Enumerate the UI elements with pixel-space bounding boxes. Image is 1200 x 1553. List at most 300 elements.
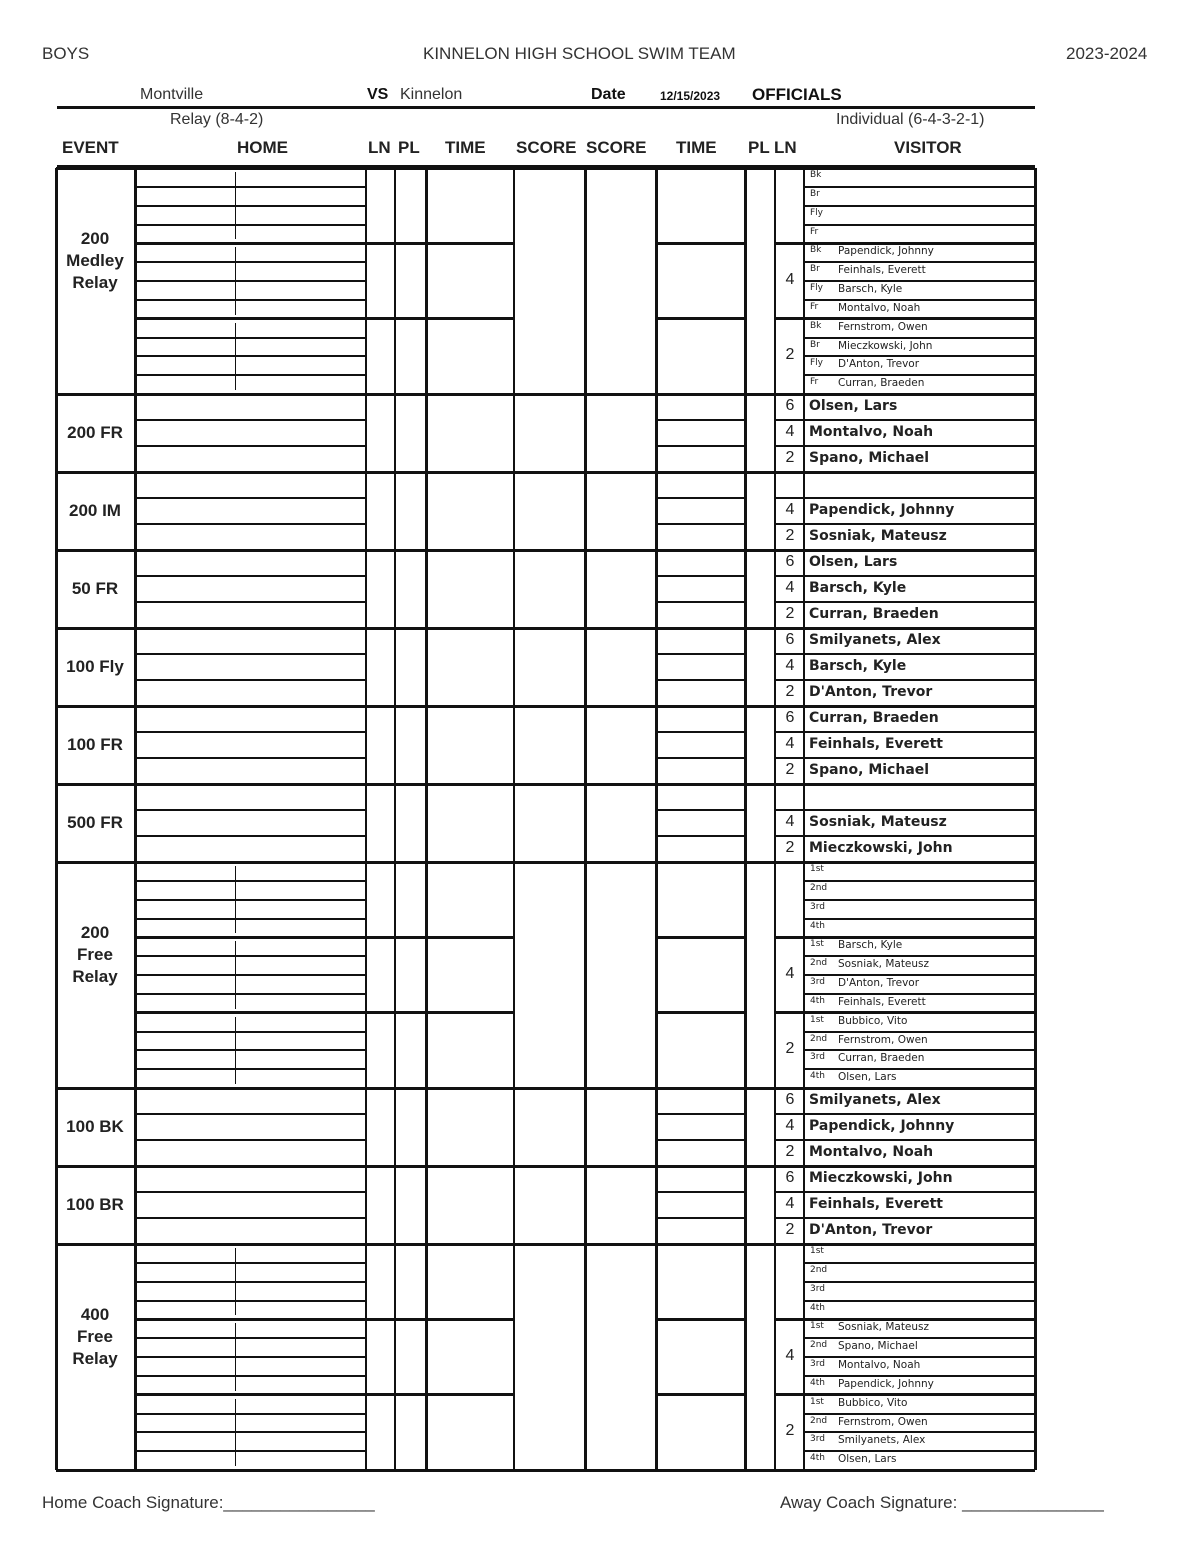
relay-swimmer-name: D'Anton, Trevor <box>838 977 920 989</box>
visitor-swimmer-name: D'Anton, Trevor <box>809 684 933 700</box>
home-subline <box>235 172 236 239</box>
relay-leg-line <box>135 261 366 263</box>
event-label-line: Free <box>77 1327 113 1346</box>
home-row-line <box>135 679 366 681</box>
visitor-row-line <box>775 809 1035 811</box>
time-row-line <box>656 419 745 421</box>
home-subline <box>235 1248 236 1315</box>
relay-leg-label: Fly <box>810 283 824 293</box>
visitor-row-line <box>775 835 1035 837</box>
visitor-swimmer-name: Papendick, Johnny <box>809 1118 955 1134</box>
relay-scoring: Relay (8-4-2) <box>170 111 264 128</box>
event-divider <box>56 783 1035 786</box>
relay-swimmer-name: Fernstrom, Owen <box>838 1415 928 1428</box>
visitor-row-line <box>775 1139 1035 1141</box>
event-label-line: Relay <box>72 1349 118 1368</box>
home-row-line <box>135 757 366 759</box>
relay-leg-label: Br <box>810 264 820 275</box>
visitor-swimmer-name: Smilyanets, Alex <box>809 1092 941 1108</box>
relay-leg-line <box>135 880 366 882</box>
home-row-line <box>135 1191 366 1193</box>
relay-leg-line <box>135 955 366 957</box>
visitor-row-line <box>775 1217 1035 1219</box>
time-row-line <box>656 1113 745 1115</box>
relay-leg-line <box>804 1356 1035 1358</box>
visitor-swimmer-name: Papendick, Johnny <box>809 502 955 518</box>
relay-team-line <box>135 242 514 245</box>
relay-leg-line <box>804 918 1035 920</box>
relay-team-line <box>656 242 745 245</box>
relay-swimmer-name: Curran, Braeden <box>838 377 925 390</box>
relay-leg-label: 4th <box>810 1453 825 1464</box>
relay-team-line <box>656 1393 745 1396</box>
relay-team-line <box>656 936 745 939</box>
relay-swimmer-name: Mieczkowski, John <box>838 339 933 352</box>
relay-leg-label: 2nd <box>810 1415 828 1426</box>
visitor-row-line <box>775 419 1035 421</box>
event-divider <box>56 627 1035 630</box>
relay-leg-label: 2nd <box>810 958 828 969</box>
event-label-line: 200 IM <box>69 501 121 520</box>
relay-leg-label: 1st <box>810 1321 824 1332</box>
relay-leg-label: Fr <box>810 301 819 312</box>
time-row-line <box>656 809 745 811</box>
visitor-lane: 4 <box>785 501 795 518</box>
visitor-swimmer-name: Olsen, Lars <box>809 398 898 414</box>
event-divider <box>56 549 1035 552</box>
relay-leg-line <box>804 1068 1035 1070</box>
relay-leg-label: 4th <box>810 995 825 1006</box>
event-label-line: 100 BK <box>66 1117 124 1136</box>
home-row-line <box>135 653 366 655</box>
home-row-line <box>135 1139 366 1141</box>
relay-leg-line <box>135 337 366 339</box>
relay-leg-label: 3rd <box>810 977 825 987</box>
relay-leg-label: 2nd <box>810 882 828 893</box>
home-row-line <box>135 1217 366 1219</box>
event-divider <box>56 167 1035 170</box>
event-label <box>56 812 134 834</box>
visitor-lane: 4 <box>785 1195 795 1212</box>
visitor-lane: 2 <box>785 1221 795 1238</box>
visitor-swimmer-name: Mieczkowski, John <box>809 1170 953 1186</box>
relay-leg-label: 3rd <box>810 1283 825 1294</box>
relay-leg-line <box>804 280 1035 282</box>
home-subline <box>235 941 236 1008</box>
relay-leg-line <box>135 1031 366 1033</box>
home-coach-signature[interactable]: Home Coach Signature:________________ <box>42 1493 375 1512</box>
relay-leg-line <box>135 1049 366 1051</box>
time-row-line <box>656 731 745 733</box>
home-subline <box>235 323 236 390</box>
relay-leg-label: 4th <box>810 1071 825 1082</box>
event-label <box>56 1194 134 1216</box>
event-label-line: Relay <box>72 273 118 292</box>
visitor-swimmer-name: Sosniak, Mateusz <box>809 528 947 544</box>
relay-leg-line <box>135 1375 366 1377</box>
relay-leg-label: Fr <box>810 226 819 237</box>
visitor-lane: 2 <box>785 1143 795 1160</box>
time-row-line <box>656 679 745 681</box>
visitor-lane: 6 <box>785 397 795 414</box>
event-label <box>56 1116 134 1138</box>
relay-swimmer-name: Sosniak, Mateusz <box>838 958 930 971</box>
relay-leg-line <box>135 1281 366 1283</box>
relay-leg-line <box>135 993 366 995</box>
relay-swimmer-name: Bubbico, Vito <box>838 1014 908 1027</box>
relay-leg-label: Bk <box>810 320 822 331</box>
event-label-line: 200 FR <box>67 423 123 442</box>
visitor-swimmer-name: D'Anton, Trevor <box>809 1222 933 1238</box>
header-rule <box>57 106 1035 109</box>
home-row-line <box>135 575 366 577</box>
visitor-row-line <box>775 731 1035 733</box>
visitor-lane: 2 <box>785 605 795 622</box>
officials-label: OFFICIALS <box>752 85 842 104</box>
time-row-line <box>656 1139 745 1141</box>
event-label <box>56 1304 134 1370</box>
visitor-row-line <box>775 757 1035 759</box>
relay-swimmer-name: Fernstrom, Owen <box>838 320 928 333</box>
home-row-line <box>135 809 366 811</box>
visitor-swimmer-name: Curran, Braeden <box>809 606 939 622</box>
col-away-score: SCORE <box>586 138 647 157</box>
visitor-lane: 2 <box>785 527 795 544</box>
relay-leg-line <box>804 974 1035 976</box>
relay-leg-line <box>804 205 1035 207</box>
visitor-lane: 2 <box>785 449 795 466</box>
relay-leg-line <box>804 1300 1035 1302</box>
table-bottom-rule <box>56 1469 1035 1472</box>
relay-leg-label: 2nd <box>810 1264 828 1275</box>
event-label-line: Medley <box>66 251 124 270</box>
visitor-swimmer-name: Spano, Michael <box>809 762 930 778</box>
relay-leg-label: 1st <box>810 1396 824 1407</box>
home-row-line <box>135 445 366 447</box>
relay-swimmer-name: Montalvo, Noah <box>838 1359 921 1371</box>
relay-lane: 4 <box>785 1347 795 1364</box>
visitor-row-line <box>775 1113 1035 1115</box>
relay-leg-line <box>804 337 1035 339</box>
relay-leg-line <box>804 1337 1035 1339</box>
visitor-lane: 6 <box>785 1091 795 1108</box>
relay-swimmer-name: Feinhals, Everett <box>838 264 926 277</box>
event-label-line: 500 FR <box>67 813 123 832</box>
relay-leg-line <box>804 299 1035 301</box>
relay-leg-line <box>135 1337 366 1339</box>
relay-swimmer-name: Smilyanets, Alex <box>838 1434 926 1447</box>
relay-swimmer-name: Fernstrom, Owen <box>838 1033 928 1046</box>
event-label <box>56 500 134 522</box>
visitor-swimmer-name: Spano, Michael <box>809 450 930 466</box>
relay-leg-line <box>135 1300 366 1302</box>
relay-leg-line <box>804 1262 1035 1264</box>
relay-leg-label: 2nd <box>810 1033 828 1044</box>
event-label <box>56 734 134 756</box>
relay-leg-line <box>804 224 1035 226</box>
col-divider <box>744 168 747 1470</box>
relay-team-line <box>656 317 745 320</box>
relay-leg-label: Fly <box>810 358 824 369</box>
visitor-swimmer-name: Montalvo, Noah <box>809 1144 934 1160</box>
col-event: EVENT <box>62 138 119 157</box>
relay-swimmer-name: Olsen, Lars <box>838 1453 897 1466</box>
time-row-line <box>656 757 745 759</box>
visitor-row-line <box>775 575 1035 577</box>
relay-leg-line <box>135 918 366 920</box>
visitor-lane: 2 <box>785 761 795 778</box>
time-row-line <box>656 835 745 837</box>
col-divider <box>365 168 367 1470</box>
visitor-swimmer-name: Feinhals, Everett <box>809 736 943 752</box>
visitor-swimmer-name: Barsch, Kyle <box>809 580 907 596</box>
event-divider <box>56 705 1035 708</box>
relay-leg-label: 1st <box>810 939 824 950</box>
event-label <box>56 922 134 988</box>
col-divider <box>394 168 396 1470</box>
relay-leg-line <box>135 186 366 188</box>
relay-leg-line <box>804 899 1035 901</box>
relay-leg-label: Br <box>810 339 820 350</box>
visitor-lane: 6 <box>785 709 795 726</box>
time-row-line <box>656 523 745 525</box>
relay-lane: 2 <box>785 346 795 364</box>
relay-leg-line <box>804 186 1035 188</box>
home-row-line <box>135 419 366 421</box>
col-home-time: TIME <box>445 138 486 157</box>
col-divider <box>425 168 428 1470</box>
relay-swimmer-name: Papendick, Johnny <box>838 1377 934 1390</box>
relay-leg-line <box>804 1049 1035 1051</box>
visitor-lane: 4 <box>785 735 795 752</box>
relay-leg-label: 3rd <box>810 1434 825 1445</box>
col-divider <box>513 168 515 1470</box>
event-label-line: 50 FR <box>71 579 119 598</box>
visitor-row-line <box>775 1191 1035 1193</box>
event-divider <box>56 1087 1035 1090</box>
relay-swimmer-name: Montalvo, Noah <box>838 301 921 314</box>
home-row-line <box>135 497 366 499</box>
col-visitor: VISITOR <box>894 138 962 157</box>
home-row-line <box>135 523 366 525</box>
individual-scoring: Individual (6-4-3-2-1) <box>836 111 985 128</box>
visitor-swimmer-name: Feinhals, Everett <box>809 1196 943 1212</box>
relay-leg-label: 1st <box>810 864 824 874</box>
visitor-row-line <box>775 679 1035 681</box>
visitor-swimmer-name: Mieczkowski, John <box>809 840 953 856</box>
date-label: Date <box>591 86 626 103</box>
visitor-swimmer-name: Olsen, Lars <box>809 554 898 570</box>
event-label <box>56 578 134 600</box>
relay-swimmer-name: Feinhals, Everett <box>838 995 926 1008</box>
relay-leg-line <box>135 224 366 226</box>
visitor-row-line <box>775 653 1035 655</box>
visitor-lane: 6 <box>785 631 795 648</box>
relay-swimmer-name: Spano, Michael <box>838 1340 918 1353</box>
relay-leg-line <box>135 1262 366 1264</box>
event-label <box>56 422 134 444</box>
school-title: KINNELON HIGH SCHOOL SWIM TEAM <box>423 44 736 63</box>
relay-leg-line <box>135 1431 366 1433</box>
relay-leg-label: Bk <box>810 170 822 180</box>
relay-leg-line <box>804 355 1035 357</box>
event-label-line: 200 <box>80 229 110 248</box>
visitor-lane: 4 <box>785 657 795 674</box>
event-label <box>56 228 134 294</box>
relay-lane: 2 <box>785 1422 795 1440</box>
relay-team-line <box>135 936 514 939</box>
home-row-line <box>135 835 366 837</box>
relay-swimmer-name: Sosniak, Mateusz <box>838 1321 930 1334</box>
event-divider <box>56 393 1035 396</box>
event-label-line: 200 <box>80 923 110 942</box>
relay-leg-line <box>804 1413 1035 1415</box>
home-subline <box>235 1017 236 1084</box>
relay-leg-label: 1st <box>810 1246 824 1256</box>
visitor-lane: 2 <box>785 683 795 700</box>
relay-leg-line <box>804 1281 1035 1283</box>
visitor-lane: 4 <box>785 579 795 596</box>
relay-team-line <box>135 1011 514 1014</box>
relay-swimmer-name: Barsch, Kyle <box>838 283 903 295</box>
visitor-row-line <box>775 445 1035 447</box>
relay-team-line <box>135 1393 514 1396</box>
home-subline <box>235 1323 236 1390</box>
relay-swimmer-name: Bubbico, Vito <box>838 1396 908 1409</box>
relay-leg-label: 3rd <box>810 1359 825 1369</box>
relay-leg-label: 3rd <box>810 1052 825 1063</box>
visitor-swimmer-name: Barsch, Kyle <box>809 658 907 674</box>
visitor-row-line <box>775 601 1035 603</box>
relay-leg-line <box>135 280 366 282</box>
relay-swimmer-name: Papendick, Johnny <box>838 245 934 258</box>
relay-leg-line <box>135 299 366 301</box>
relay-leg-label: Fly <box>810 207 824 218</box>
col-away-pl: PL <box>748 138 770 157</box>
relay-swimmer-name: Curran, Braeden <box>838 1052 925 1065</box>
relay-leg-line <box>804 1431 1035 1433</box>
event-label-line: 100 Fly <box>66 657 124 676</box>
away-team: Kinnelon <box>400 86 463 103</box>
home-subline <box>235 866 236 933</box>
time-row-line <box>656 497 745 499</box>
relay-leg-label: 1st <box>810 1014 824 1025</box>
relay-swimmer-name: D'Anton, Trevor <box>838 358 920 371</box>
visitor-swimmer-name: Smilyanets, Alex <box>809 632 941 648</box>
relay-swimmer-name: Olsen, Lars <box>838 1071 897 1084</box>
time-row-line <box>656 445 745 447</box>
relay-team-line <box>656 1011 745 1014</box>
col-home-ln: LN <box>368 138 391 157</box>
relay-lane: 2 <box>785 1040 795 1058</box>
visitor-row-line <box>775 523 1035 525</box>
home-subline <box>235 1399 236 1466</box>
event-label <box>56 656 134 678</box>
relay-leg-line <box>804 374 1035 376</box>
time-row-line <box>656 575 745 577</box>
event-divider <box>56 861 1035 864</box>
away-coach-signature[interactable]: Away Coach Signature: _______________ <box>780 1493 1104 1512</box>
event-label-line: 100 FR <box>67 735 123 754</box>
visitor-swimmer-name: Sosniak, Mateusz <box>809 814 947 830</box>
relay-leg-line <box>804 880 1035 882</box>
relay-leg-line <box>135 1068 366 1070</box>
visitor-lane: 6 <box>785 553 795 570</box>
event-label-line: 400 <box>80 1305 110 1324</box>
col-home-pl: PL <box>398 138 420 157</box>
relay-leg-line <box>135 1413 366 1415</box>
relay-leg-line <box>135 355 366 357</box>
visitor-row-line <box>775 497 1035 499</box>
home-team: Montville <box>140 86 204 103</box>
relay-leg-label: 3rd <box>810 901 825 912</box>
home-row-line <box>135 1113 366 1115</box>
visitor-lane: 6 <box>785 1169 795 1186</box>
time-row-line <box>656 601 745 603</box>
visitor-lane: 4 <box>785 1117 795 1134</box>
relay-team-line <box>135 317 514 320</box>
relay-leg-label: 4th <box>810 1302 825 1313</box>
relay-leg-line <box>135 1450 366 1452</box>
relay-swimmer-name: Barsch, Kyle <box>838 939 903 952</box>
relay-leg-label: 2nd <box>810 1340 828 1351</box>
relay-lane: 4 <box>785 271 795 288</box>
event-label-line: Free <box>77 945 113 964</box>
event-divider <box>56 471 1035 474</box>
relay-leg-label: Bk <box>810 245 822 256</box>
event-label-line: 100 BR <box>66 1195 124 1214</box>
time-row-line <box>656 653 745 655</box>
visitor-lane: 4 <box>785 813 795 830</box>
relay-leg-label: 4th <box>810 920 825 931</box>
relay-leg-line <box>804 1031 1035 1033</box>
relay-leg-line <box>135 899 366 901</box>
relay-leg-line <box>135 374 366 376</box>
relay-leg-label: Br <box>810 188 820 199</box>
event-label-line: Relay <box>72 967 118 986</box>
col-home: HOME <box>237 138 288 157</box>
relay-leg-label: Fr <box>810 377 819 388</box>
relay-leg-line <box>135 205 366 207</box>
relay-leg-line <box>135 974 366 976</box>
event-divider <box>56 1165 1035 1168</box>
gender-label: BOYS <box>42 44 90 63</box>
relay-team-line <box>135 1318 514 1321</box>
relay-leg-line <box>804 261 1035 263</box>
relay-leg-line <box>804 1450 1035 1452</box>
relay-leg-line <box>135 1356 366 1358</box>
relay-team-line <box>656 1318 745 1321</box>
relay-leg-line <box>804 955 1035 957</box>
visitor-swimmer-name: Curran, Braeden <box>809 710 939 726</box>
visitor-lane: 4 <box>785 423 795 440</box>
col-divider <box>655 168 658 1470</box>
vs-label: VS <box>367 86 389 103</box>
home-subline <box>235 247 236 314</box>
frame-right <box>1034 168 1037 1470</box>
relay-leg-line <box>804 1375 1035 1377</box>
season-label: 2023-2024 <box>1066 44 1148 63</box>
col-home-score: SCORE <box>516 138 577 157</box>
date-value: 12/15/2023 <box>660 89 721 103</box>
col-away-ln: LN <box>774 138 797 157</box>
event-divider <box>56 1243 1035 1246</box>
visitor-swimmer-name: Montalvo, Noah <box>809 424 934 440</box>
visitor-lane: 2 <box>785 839 795 856</box>
home-row-line <box>135 601 366 603</box>
time-row-line <box>656 1217 745 1219</box>
home-row-line <box>135 731 366 733</box>
